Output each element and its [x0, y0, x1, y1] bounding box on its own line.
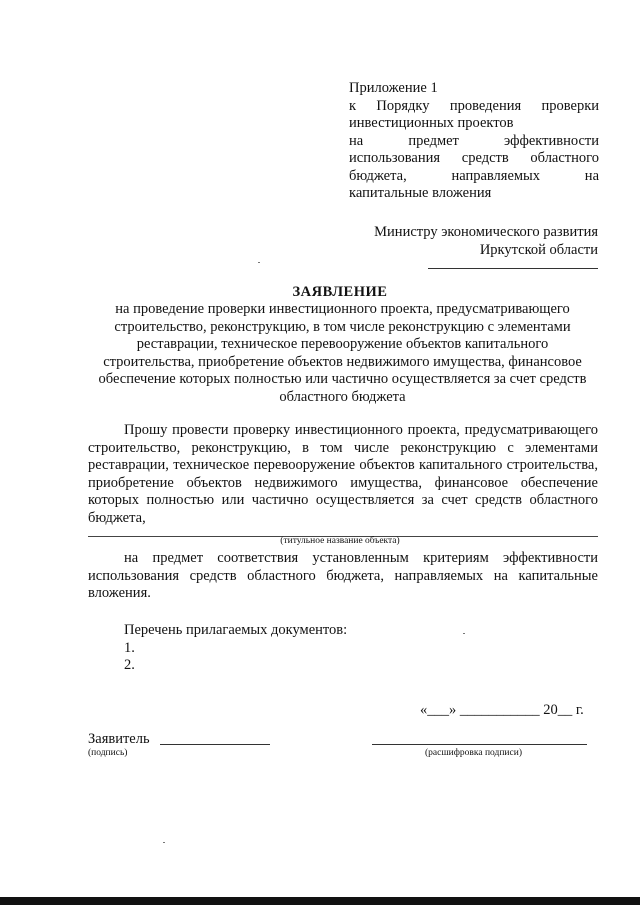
attachments-list — [124, 622, 524, 675]
applicant-label: Заявитель — [88, 731, 150, 747]
addressee-blank-line — [428, 268, 598, 269]
addressee-line-1: Министру экономического развития — [374, 224, 598, 240]
document-title: ЗАЯВЛЕНИЕ — [292, 284, 388, 300]
purpose-paragraph — [88, 550, 598, 603]
appendix-line-1: Приложение 1 — [349, 80, 438, 96]
attachment-item-2: 2. — [124, 657, 135, 673]
appendix-line-2: к Порядку проведения проверки — [349, 97, 599, 114]
signature-decode-blank-line — [372, 744, 587, 745]
purpose-text: на предмет соответствия установленным критериям эффективности использования средств областного бюджета, направляемых на капитальные вложения. — [88, 550, 598, 601]
request-text: Прошу провести проверку инвестиционного проекта, предусматривающего строительство, реконструкцию, в том числе реконструкцию с элементами реставрации, техническое перевооружение объектов капитального строительства, приобретение объектов недвижимого имущества, финансовое обеспечение которых полностью или частично осуществляется за счет средств областного бюджета, — [88, 422, 598, 526]
document-subtitle: на проведение проверки инвестиционного проекта, предусматривающего строительство, реконструкцию, в том числе реконструкцию с элементами реставрации, техническое перевооружение объектов капитального строительства, приобретение объектов недвижимого имущества, финансовое обеспечение которых полностью или частично осуществляется за счет средств областного бюджета — [98, 301, 587, 405]
request-body — [88, 422, 598, 527]
appendix-line-7: капитальные вложения — [349, 185, 492, 201]
object-title-caption: (титульное название объекта) — [280, 536, 400, 546]
appendix-line-3: инвестиционных проектов — [349, 115, 514, 131]
addressee — [298, 224, 598, 259]
addressee-line-2: Иркутской области — [479, 241, 598, 258]
attachment-item-1: 1. — [124, 639, 135, 656]
signature-caption: (подпись) — [88, 748, 128, 758]
scan-speck — [258, 262, 260, 263]
attachments-heading: Перечень прилагаемых документов: — [124, 622, 348, 638]
date-line: «___» ___________ 20__ г. — [420, 702, 584, 718]
appendix-header — [349, 80, 599, 203]
scan-speck — [163, 842, 165, 843]
scan-speck — [463, 633, 465, 634]
scan-bottom-edge — [0, 897, 640, 905]
appendix-line-4: на предмет эффективности — [349, 132, 599, 149]
signature-decode-caption: (расшифровка подписи) — [425, 748, 522, 758]
appendix-line-6: бюджета, направляемых на — [349, 167, 599, 184]
signature-blank-line — [160, 744, 270, 745]
appendix-line-5: использования средств областного — [349, 150, 599, 166]
